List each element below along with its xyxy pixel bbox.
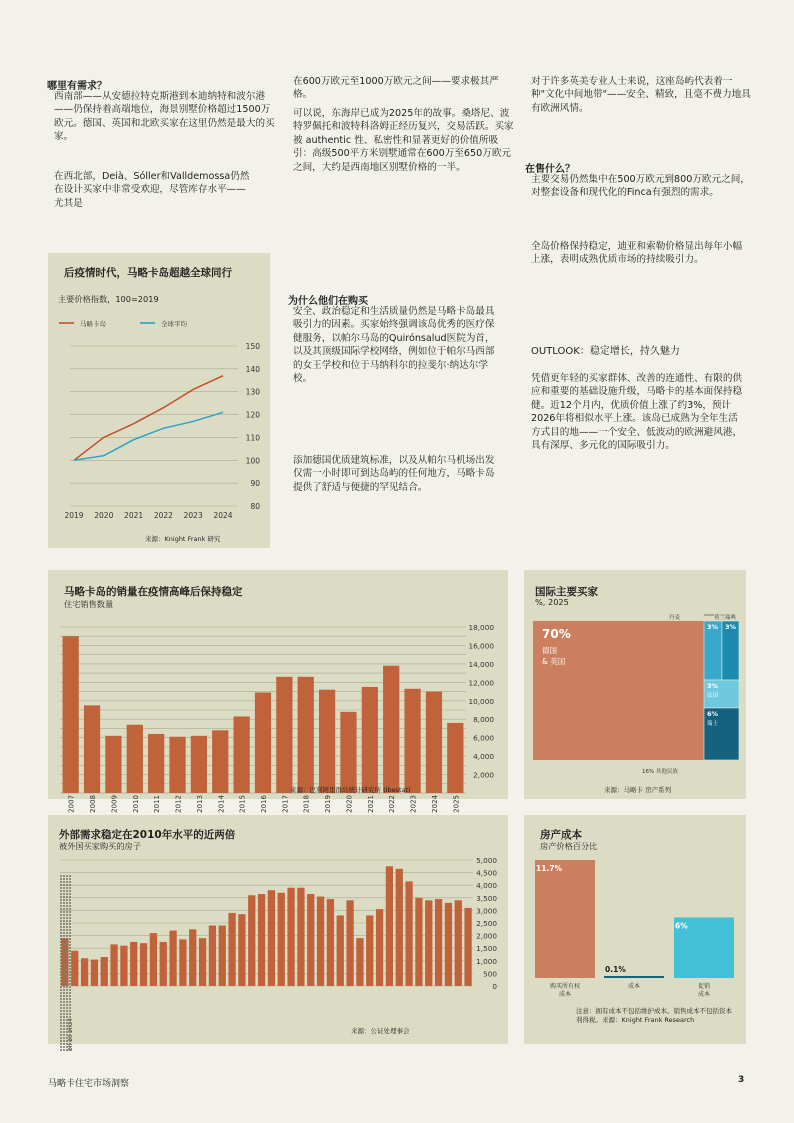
bar	[362, 687, 378, 793]
col3-paragraph-4: 凭借更年轻的买家群体、改善的连通性、有限的供应和重要的基础设施升级，马略卡的基本面保持稳健。近12个月内，优质价值上涨了约3%，预计2026年将相似水平上涨。该岛已成熟为全年生活方式目的地——一个安全、低波动的欧洲避风港，具有深厚、多元化的国际吸引力。	[531, 373, 743, 452]
x-tick-label: 2015	[238, 795, 247, 813]
legend-label: 全球平均	[161, 320, 187, 328]
treemap-value: 3%	[707, 623, 719, 631]
y-tick-label: 90	[250, 479, 260, 489]
chart-foreign-subtitle: 被外国买家购买的房子	[59, 841, 141, 851]
y-tick-label: 3,000	[476, 906, 497, 916]
chart-buyers-source: 来源：马略卡 房产系列	[604, 786, 672, 794]
treemap-bottom-label: 16% 其他民族	[642, 769, 678, 775]
treemap-label: 德国	[542, 646, 557, 655]
chart-price-index-source: 来源：Knight Frank 研究	[145, 535, 221, 543]
bar	[169, 931, 176, 986]
bar	[179, 939, 186, 986]
bar	[287, 888, 294, 986]
bar	[340, 712, 356, 793]
bar	[447, 723, 463, 793]
chart-price-index-subtitle: 主要价格指数，100=2019	[58, 294, 159, 304]
x-tick-label: 2022	[153, 511, 173, 520]
bar	[319, 690, 335, 793]
treemap-block	[533, 621, 704, 760]
x-tick-label: 2020	[345, 795, 354, 813]
bar	[278, 893, 285, 986]
bar	[150, 933, 157, 986]
col2-paragraph-1: 在600万欧元至1000万欧元之间——要求极其严格。	[293, 76, 499, 101]
col1-paragraph-2: 在西北部，Deià、Sóller和Valldemossa仍然在设计买家中非常受欢迎，尽管库存水平——尤其是	[54, 171, 250, 209]
bar	[191, 736, 207, 793]
x-tick-label: 2007	[67, 795, 76, 813]
footer-title: 马略卡住宅市场洞察	[48, 1079, 130, 1089]
chart-price-index-title: 后疫情时代，马略卡岛超越全球同行	[64, 267, 232, 279]
bar	[148, 734, 164, 793]
y-tick-label: 16,000	[468, 641, 494, 651]
x-tick-label: 2017	[281, 795, 290, 813]
y-tick-label: 10,000	[468, 696, 494, 706]
col2-paragraph-2: 可以说，东海岸已成为2025年的故事。桑塔尼、波特罗佩托和波特科洛姆正经历复兴，交易活跃。买家被 authentic 性、私密性和显著更好的价值所吸引：高级500平方米别墅通常在600万至650万欧元之间，大约是西南地区别墅价格的一半。	[293, 108, 514, 173]
treemap-top-label: 荷兰瑞典	[714, 615, 737, 621]
bar	[160, 942, 167, 986]
bar	[426, 692, 442, 793]
bar	[84, 705, 100, 793]
treemap-top-label: 丹麦	[669, 615, 681, 621]
y-tick-label: 80	[250, 502, 260, 511]
bar	[435, 899, 442, 986]
bar	[199, 938, 206, 986]
bar	[130, 942, 137, 986]
bar	[337, 915, 344, 986]
chart-sales-subtitle: 住宅销售数量	[64, 599, 114, 609]
col1-heading: 哪里有需求？	[47, 81, 107, 92]
bar	[248, 895, 255, 986]
x-tick-label: 2008	[89, 795, 98, 813]
y-tick-label: 6,000	[473, 733, 494, 743]
chart-costs-panel	[524, 815, 746, 1044]
bar	[228, 913, 235, 986]
chart-buyers-subtitle: %, 2025	[535, 597, 569, 607]
y-tick-label: 4,000	[473, 752, 494, 762]
chart-costs-title: 房产成本	[540, 829, 582, 841]
bar	[234, 716, 250, 793]
bar	[255, 692, 271, 793]
bar	[91, 960, 98, 986]
y-tick-label: 110	[245, 433, 260, 443]
x-tick-label: 2016	[260, 795, 268, 813]
chart-sales-svg	[48, 612, 508, 812]
y-tick-label: 1,500	[476, 944, 497, 954]
x-tick-label: 2013	[195, 795, 204, 813]
bar	[383, 666, 399, 793]
bar	[445, 903, 452, 986]
y-tick-label: 2,000	[476, 931, 497, 941]
chart-foreign-panel	[48, 815, 508, 1051]
bar	[127, 725, 143, 793]
bar	[356, 938, 363, 986]
bar	[189, 929, 196, 986]
x-tick-label: 2012	[174, 795, 183, 813]
y-tick-label: 150	[245, 342, 260, 351]
x-tick-label: 2018	[302, 795, 311, 813]
bar	[317, 897, 324, 986]
col2-paragraph-4: 添加德国优质建筑标准，以及从帕尔马机场出发仅需一小时即可到达岛屿的任何地方，马略卡岛提供了舒适与便捷的罕见结合。	[293, 455, 495, 493]
y-tick-label: 12,000	[468, 678, 494, 688]
series-line	[74, 376, 223, 461]
bar	[105, 736, 121, 793]
x-tick-label: 2010	[131, 795, 140, 813]
x-tick-label: 2023	[183, 511, 203, 520]
bar	[455, 900, 462, 986]
chart-foreign-svg	[48, 815, 508, 1051]
bar	[297, 888, 304, 986]
y-tick-label: 5,000	[476, 856, 497, 865]
treemap-label: 法国	[707, 693, 719, 699]
y-tick-label: 14,000	[468, 659, 494, 669]
bar-value-label: 0.1%	[605, 965, 626, 974]
chart-sales-panel	[48, 570, 508, 813]
x-tick-label: 2020	[94, 511, 114, 520]
y-tick-label: 120	[245, 410, 260, 420]
x-tick-label: 2022	[388, 795, 397, 813]
page-number: 3	[738, 1075, 745, 1085]
bar	[209, 926, 216, 986]
x-tick-label: 2023	[409, 795, 418, 813]
bar	[405, 881, 412, 986]
bar	[604, 976, 664, 978]
chart-foreign-title: 外部需求稳定在2010年水平的近两倍	[59, 829, 236, 841]
y-tick-label: 2,000	[473, 770, 494, 780]
bar	[346, 900, 353, 986]
chart-sales-source: 来源：巴利阿里群岛统计研究所 (Ibestat)	[290, 786, 411, 794]
series-line	[74, 412, 223, 460]
treemap-value: 3%	[707, 682, 719, 690]
col1-paragraph-1: 西南部——从安德拉特克斯港到本迪纳特和波尔港——仍保持着高端地位，海景别墅价格超过1500万欧元。德国、英国和北欧买家在这里仍然是最大的买家。	[54, 91, 275, 143]
y-tick-label: 500	[483, 969, 497, 979]
col3-paragraph-2: 主要交易仍然集中在500万欧元到800万欧元之间，对整套设备和现代化的Finca有强烈的需求。	[531, 174, 750, 199]
bar	[376, 909, 383, 986]
y-tick-label: 2,500	[476, 919, 497, 928]
chart-sales-title: 马略卡岛的销量在疫情高峰后保持稳定	[64, 586, 243, 598]
bar	[238, 914, 245, 986]
treemap-value: 6%	[707, 710, 719, 718]
col3-paragraph-1: 对于许多英美专业人士来说，这座岛屿代表着一种"文化中间地带"——安全、精致，且毫不费力地具有欧洲风情。	[531, 76, 751, 114]
bar	[110, 944, 117, 986]
y-tick-label: 130	[245, 387, 260, 397]
chart-price-index-panel	[48, 253, 270, 548]
y-tick-label: 1,000	[476, 956, 497, 966]
bar	[81, 958, 88, 986]
bar	[386, 866, 393, 986]
col3-heading: 在售什么？	[525, 164, 575, 175]
bar	[212, 730, 228, 793]
bar	[535, 860, 595, 978]
x-category-label: 成本	[558, 991, 572, 998]
x-category-label: 成本	[697, 991, 711, 998]
chart-buyers-svg	[524, 570, 746, 799]
bar	[327, 899, 334, 986]
bar	[101, 957, 108, 986]
bar	[415, 898, 422, 986]
x-tick-label: 2H 23 2H24	[68, 1018, 74, 1051]
y-tick-label: 4,000	[476, 881, 497, 891]
x-tick-label: 2024	[213, 511, 233, 520]
bar	[276, 677, 292, 793]
col3-paragraph-3: 全岛价格保持稳定，迪亚和索勒价格显出每年小幅上涨，表明成熟优质市场的持续吸引力。	[531, 241, 743, 266]
chart-costs-subtitle: 房产价格百分比	[540, 841, 598, 851]
chart-costs-note: 注意：拥有成本不包括维护成本。销售成本不包括资本利得税。来源：Knight Frank Research	[576, 1007, 732, 1024]
x-tick-label: 2019	[64, 511, 84, 520]
x-tick-label: 2021	[366, 795, 375, 813]
treemap-value: 3%	[725, 623, 737, 631]
bar	[219, 926, 226, 986]
y-tick-label: 8,000	[473, 715, 494, 725]
y-tick-label: 3,500	[476, 893, 497, 903]
treemap-label: 瑞士	[707, 721, 719, 727]
x-category-label: 成本	[627, 983, 641, 990]
bar	[366, 915, 373, 986]
x-tick-label: 2019	[324, 795, 333, 813]
chart-buyers-panel	[524, 570, 746, 799]
bar	[396, 869, 403, 986]
bar-value-label: 11.7%	[536, 864, 563, 873]
chart-buyers-title: 国际主要买家	[535, 586, 598, 598]
bar	[63, 636, 79, 793]
bar	[258, 894, 265, 986]
col2-heading: 为什么他们在购买	[288, 296, 368, 307]
chart-price-index-svg	[48, 309, 270, 569]
bar-value-label: 6%	[675, 921, 688, 931]
bar	[298, 677, 314, 793]
treemap-value: 70%	[542, 627, 571, 641]
bar	[268, 890, 275, 986]
y-tick-label: 100	[245, 456, 260, 466]
chart-foreign-source: 来源：公证处理事会	[351, 1027, 410, 1035]
bar	[307, 894, 314, 986]
col2-paragraph-3: 安全、政治稳定和生活质量仍然是马略卡岛最具吸引力的因素。买家始终强调该岛优秀的医疗保健服务，以帕尔马岛的Quirónsalud医院为首，以及其顶级国际学校网络，例如位于帕尔马西部的女王学校和位于马纳科尔的拉斐尔·纳达尔学校。	[293, 306, 495, 385]
bar	[140, 943, 147, 986]
bar	[169, 737, 185, 793]
y-tick-label: 140	[245, 364, 260, 374]
col3-outlook-heading: OUTLOOK：稳定增长，持久魅力	[531, 346, 680, 357]
y-tick-label: 0	[492, 982, 497, 991]
y-tick-label: 18,000	[468, 623, 494, 632]
x-tick-label: 2021	[124, 511, 144, 520]
x-tick-label: 2014	[217, 795, 226, 813]
bar	[71, 951, 78, 986]
bar	[464, 908, 471, 986]
x-category-label: 促销	[697, 983, 711, 990]
treemap-label: & 英国	[542, 657, 566, 666]
bar	[404, 689, 420, 793]
bar	[425, 900, 432, 986]
y-tick-label: 4,500	[476, 868, 497, 878]
legend-label: 马略卡岛	[80, 320, 106, 328]
x-category-label: 购买所有权	[549, 983, 581, 990]
bar	[120, 946, 127, 986]
x-tick-label: 2011	[153, 795, 162, 813]
x-tick-label: 2024	[430, 795, 439, 813]
x-tick-label: 2009	[110, 795, 119, 813]
